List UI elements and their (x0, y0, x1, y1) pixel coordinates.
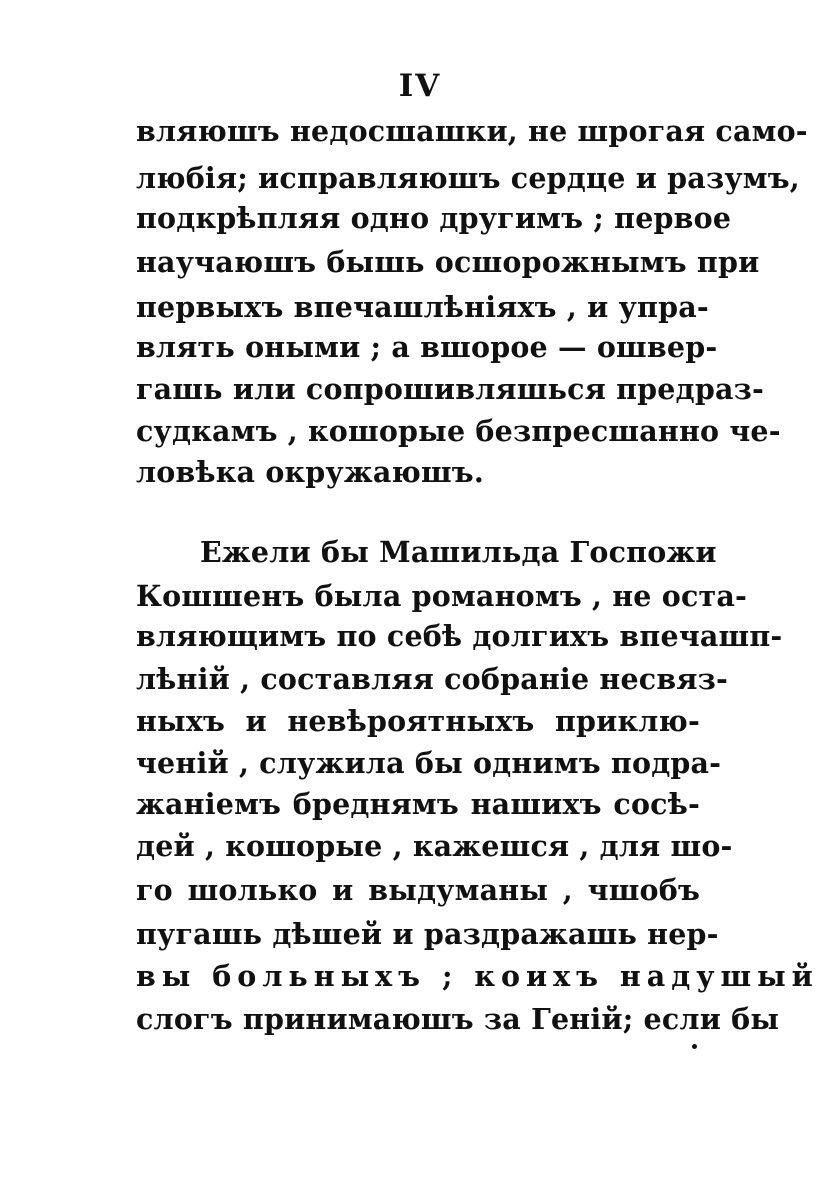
text-line: ловѣка окружаюшъ. (136, 455, 484, 489)
ink-mark (692, 1044, 697, 1049)
text-line: слогъ принимаюшъ за Геній; если бы (136, 1002, 780, 1036)
text-line: Кошшенъ была романомъ , не оста- (136, 579, 748, 613)
text-line: любія; исправляюшъ сердце и разумъ, (136, 161, 800, 195)
text-line: первыхъ впечашлѣніяхъ , и упра- (136, 290, 709, 324)
text-line: ныхъ и невѣроятныхъ приклю- (136, 704, 700, 738)
text-line: подкрѣпляя одно другимъ ; первое (136, 201, 732, 235)
text-line: влять оными ; а вшорое — ошвер- (136, 330, 718, 364)
text-line: пугашь дѣшей и раздражашь нер- (136, 917, 719, 951)
text-line: дей , кошорые , кажешся , для шо- (136, 829, 733, 863)
text-line: Ежели бы Машильда Госпожи (200, 535, 717, 569)
text-line: ченій , служила бы однимъ подра- (136, 746, 722, 780)
text-line: жаніемъ бреднямъ нашихъ сосѣ- (136, 787, 700, 821)
text-line: го шолько и выдуманы , чшобъ (136, 873, 700, 907)
text-line: лѣній , составляя собраніе несвяз- (136, 662, 729, 696)
text-line: гашь или сопрошивляшься предраз- (136, 372, 765, 406)
page-number: IV (398, 68, 442, 104)
text-line: вы больныхъ ; коихъ надушый (136, 959, 819, 993)
text-line: вляюшъ недосшашки, не шрогая само- (136, 114, 808, 148)
text-line: судкамъ , кошорые безпресшанно че- (136, 414, 781, 448)
text-line: вляющимъ по себѣ долгихъ впечашп- (136, 619, 783, 653)
text-line: научаюшъ бышь осшорожнымъ при (136, 245, 760, 279)
